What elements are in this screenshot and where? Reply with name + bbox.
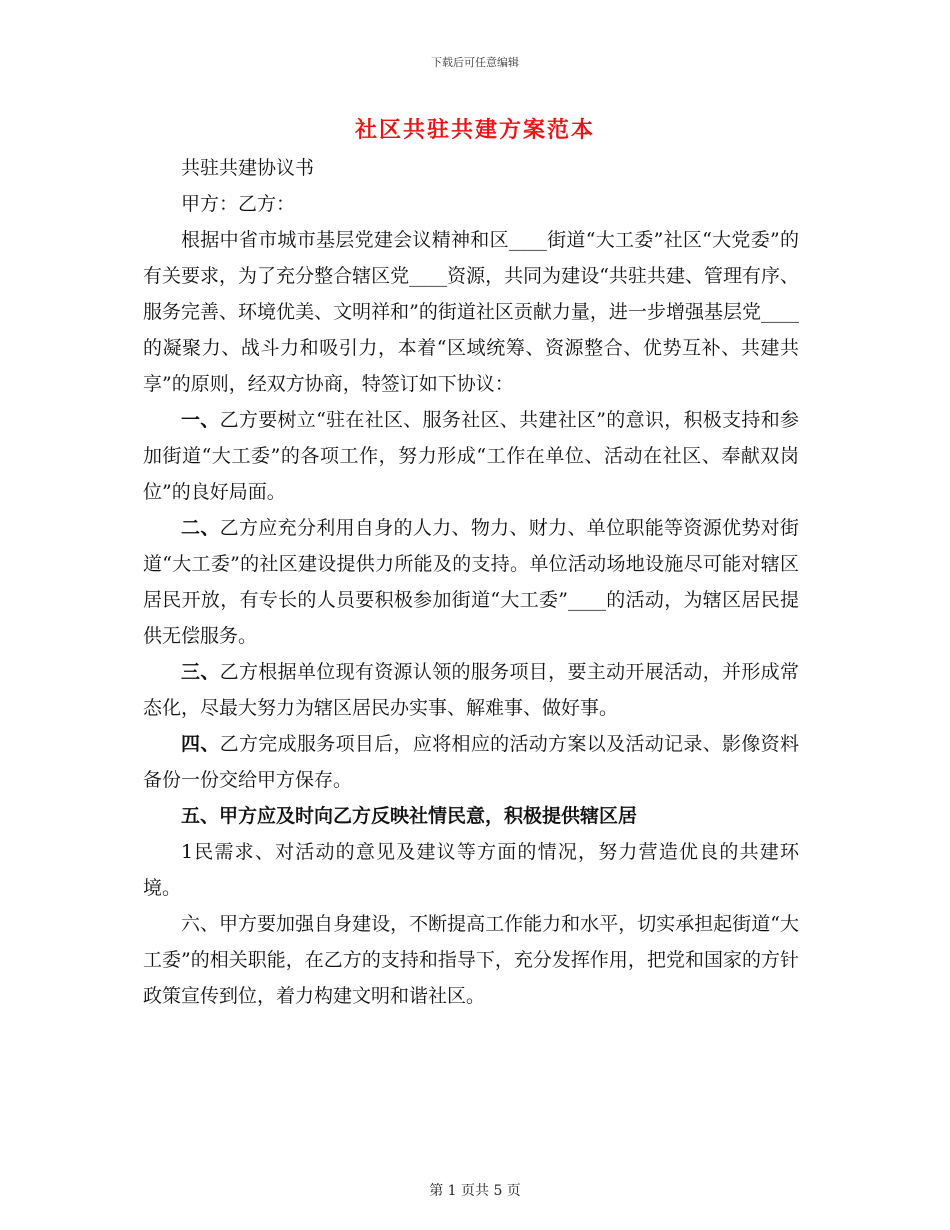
paragraph-clause-5: 五、甲方应及时向乙方反映社情民意，积极提供辖区居 [181, 805, 638, 827]
paragraph-preamble: 根据中省市城市基层党建会议精神和区____街道“大工委”社区“大党委”的有关要求，为了充分整合辖区党____资源，共同为建设“共驻共建、管理有序、服务完善、环境优美、文明祥和”的街道社区贡献力量，进一步增强基层党____的凝聚力、战斗力和吸引力，本着“区域统筹、资源整合、优势互补、共建共享”的原则，经双方协商，特签订如下协议： [143, 229, 799, 395]
clause-3-text: 乙方根据单位现有资源认领的服务项目，要主动开展活动，并形成常态化，尽最大努力为辖区居民办实事、解难事、做好事。 [143, 661, 799, 719]
paragraph-clause-2 [143, 510, 799, 654]
clause-2-text: 乙方应充分利用自身的人力、物力、财力、单位职能等资源优势对街道“大工委”的社区建设提供力所能及的支持。单位活动场地设施尽可能对辖区居民开放，有专长的人员要积极参加街道“大工委”____的活动，为辖区居民提供无偿服务。 [143, 517, 799, 647]
paragraph-heading: 共驻共建协议书 [181, 157, 315, 179]
document-body [143, 150, 799, 1014]
paragraph-clause-1 [143, 402, 799, 510]
paragraph-parties: 甲方：乙方： [181, 193, 296, 215]
header-note: 下载后可任意编辑 [431, 56, 519, 69]
clause-2-number: 二、 [181, 517, 220, 539]
paragraph-clause-6: 六、甲方要加强自身建设，不断提高工作能力和水平，切实承担起街道“大工委”的相关职能，在乙方的支持和指导下，充分发挥作用，把党和国家的方针政策宣传到位，着力构建文明和谐社区。 [143, 913, 799, 1007]
paragraph-clause-5-continued: 1民需求、对活动的意见及建议等方面的情况，努力营造优良的共建环境。 [143, 841, 799, 899]
paragraph-clause-3 [143, 654, 799, 726]
clause-4-number: 四、 [181, 733, 220, 755]
document-title: 社区共驻共建方案范本 [354, 117, 595, 143]
clause-4-text: 乙方完成服务项目后，应将相应的活动方案以及活动记录、影像资料备份一份交给甲方保存。 [143, 733, 799, 791]
paragraph-clause-4 [143, 726, 799, 798]
clause-1-text: 乙方要树立“驻在社区、服务社区、共建社区”的意识，积极支持和参加街道“大工委”的各项工作，努力形成“工作在单位、活动在社区、奉献双岗位”的良好局面。 [143, 409, 799, 503]
clause-3-number: 三、 [181, 661, 220, 683]
clause-1-number: 一、 [181, 409, 220, 431]
page-footer: 第 1 页共 5 页 [429, 1183, 521, 1199]
